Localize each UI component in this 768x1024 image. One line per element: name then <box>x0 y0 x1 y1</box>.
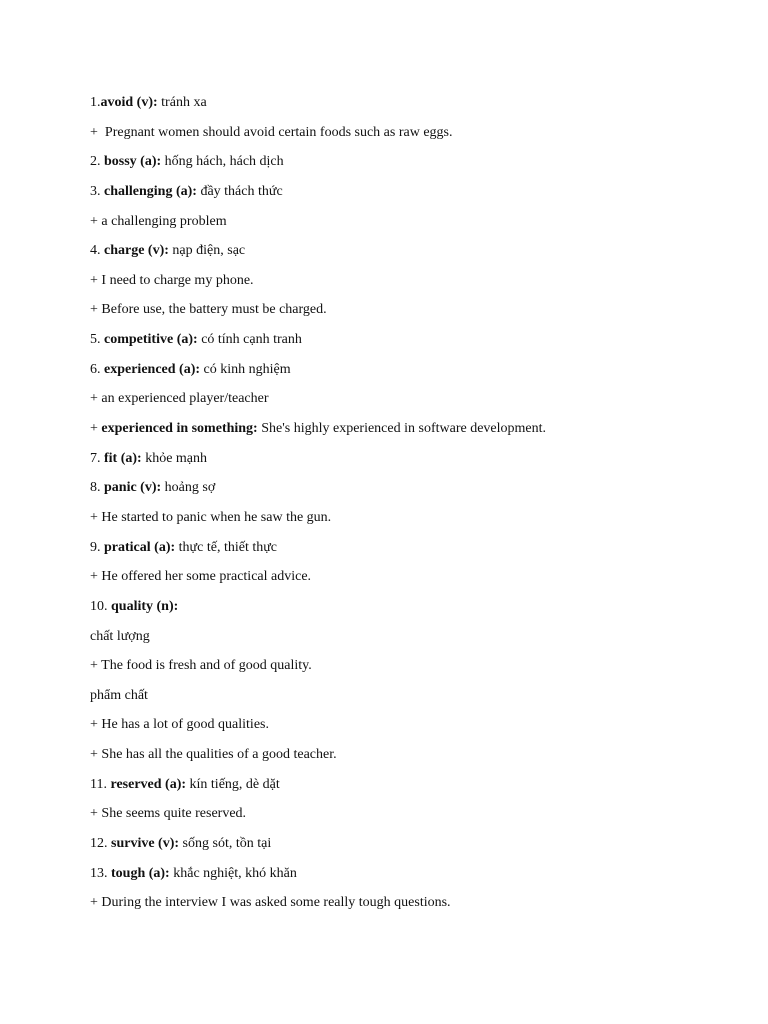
example-line <box>90 654 730 684</box>
line-text: thực tế, thiết thực <box>175 539 278 555</box>
vocab-term: quality (n): <box>111 598 179 614</box>
example-line <box>90 298 730 328</box>
line-prefix: + <box>90 806 102 822</box>
vocab-entry-line <box>90 595 730 625</box>
vocab-entry-line <box>90 832 730 862</box>
line-prefix: + <box>90 421 102 437</box>
line-text: phẩm chất <box>90 687 148 703</box>
line-text: an experienced player/teacher <box>101 391 269 407</box>
example-line <box>90 387 730 417</box>
vocab-term: experienced in something: <box>101 421 258 437</box>
vocab-term: tough (a): <box>111 865 170 881</box>
example-line <box>90 121 730 151</box>
line-text: có kinh nghiệm <box>200 361 291 377</box>
line-text: She has all the qualities of a good teacher. <box>101 747 337 763</box>
line-prefix: 9. <box>90 539 104 555</box>
vocab-term: charge (v): <box>104 243 169 259</box>
line-text: kín tiếng, dè dặt <box>186 776 280 792</box>
example-line <box>90 713 730 743</box>
line-prefix: + <box>90 569 102 585</box>
example-line <box>90 625 730 655</box>
vocab-entry-line <box>90 150 730 180</box>
line-prefix: 12. <box>90 836 111 852</box>
line-text: The food is fresh and of good quality. <box>101 658 312 674</box>
line-text: He has a lot of good qualities. <box>101 717 269 733</box>
line-text: nạp điện, sạc <box>168 243 246 259</box>
vocab-term: avoid (v): <box>100 95 158 110</box>
line-prefix: + <box>90 895 102 911</box>
line-text: có tính cạnh tranh <box>197 332 302 348</box>
example-line <box>90 891 730 921</box>
line-text: đầy thách thức <box>196 183 283 199</box>
vocab-term: panic (v): <box>104 480 162 496</box>
vocab-entry-line <box>90 536 730 566</box>
line-text: He offered her some practical advice. <box>101 569 312 585</box>
vocab-entry-line <box>90 417 730 447</box>
line-prefix: + <box>90 658 102 674</box>
vocab-term: competitive (a): <box>104 332 198 348</box>
vocab-entry-line <box>90 239 730 269</box>
line-text: khỏe mạnh <box>141 450 208 466</box>
vocab-entry-line <box>90 447 730 477</box>
line-prefix: + <box>90 717 102 733</box>
line-text: Before use, the battery must be charged. <box>101 302 327 318</box>
example-line <box>90 684 730 714</box>
example-line <box>90 743 730 773</box>
line-text: hống hách, hách dịch <box>161 154 284 170</box>
vocab-entry-line <box>90 328 730 358</box>
line-text: tránh xa <box>157 95 207 110</box>
line-prefix: 6. <box>90 361 104 377</box>
vocabulary-page <box>90 91 730 921</box>
line-prefix: + <box>90 747 102 763</box>
line-prefix: 2. <box>90 154 104 170</box>
line-text: sống sót, tồn tại <box>179 836 272 852</box>
line-text: a challenging problem <box>101 213 227 229</box>
vocab-entry-line <box>90 358 730 388</box>
line-prefix: 8. <box>90 480 104 496</box>
line-prefix: 7. <box>90 450 104 466</box>
line-prefix: 5. <box>90 332 104 348</box>
line-prefix: + <box>90 272 102 288</box>
vocab-entry-line <box>90 91 730 121</box>
line-text: hoảng sợ <box>161 480 216 496</box>
line-prefix: + <box>90 302 102 318</box>
vocab-term: survive (v): <box>111 836 180 852</box>
line-prefix: + <box>90 509 102 525</box>
vocab-entry-line <box>90 476 730 506</box>
line-prefix: 1. <box>90 95 101 110</box>
line-text: Pregnant women should avoid certain foods such as raw eggs. <box>104 124 453 140</box>
line-prefix: 4. <box>90 243 104 259</box>
line-prefix: + <box>90 124 105 140</box>
vocab-entry-line <box>90 862 730 892</box>
example-line <box>90 565 730 595</box>
line-text: She's highly experienced in software development. <box>257 421 547 437</box>
vocab-term: pratical (a): <box>104 539 176 555</box>
vocab-term: bossy (a): <box>104 154 162 170</box>
example-line <box>90 802 730 832</box>
line-text: He started to panic when he saw the gun. <box>101 509 332 525</box>
line-text: chất lượng <box>90 628 150 644</box>
example-line <box>90 269 730 299</box>
vocab-entry-line <box>90 180 730 210</box>
vocab-term: reserved (a): <box>110 776 187 792</box>
vocab-term: experienced (a): <box>104 361 201 377</box>
example-line <box>90 210 730 240</box>
line-text: I need to charge my phone. <box>101 272 254 288</box>
line-prefix: + <box>90 213 102 229</box>
line-prefix: 13. <box>90 865 111 881</box>
line-text: During the interview I was asked some really tough questions. <box>101 895 451 911</box>
vocab-entry-line <box>90 773 730 803</box>
line-prefix: 10. <box>90 598 111 614</box>
example-line <box>90 506 730 536</box>
vocab-term: challenging (a): <box>104 183 197 199</box>
line-prefix: + <box>90 391 102 407</box>
line-prefix: 11. <box>90 776 111 792</box>
line-prefix: 3. <box>90 183 104 199</box>
line-text: khắc nghiệt, khó khăn <box>169 865 297 881</box>
line-text: She seems quite reserved. <box>101 806 247 822</box>
vocab-term: fit (a): <box>104 450 142 466</box>
